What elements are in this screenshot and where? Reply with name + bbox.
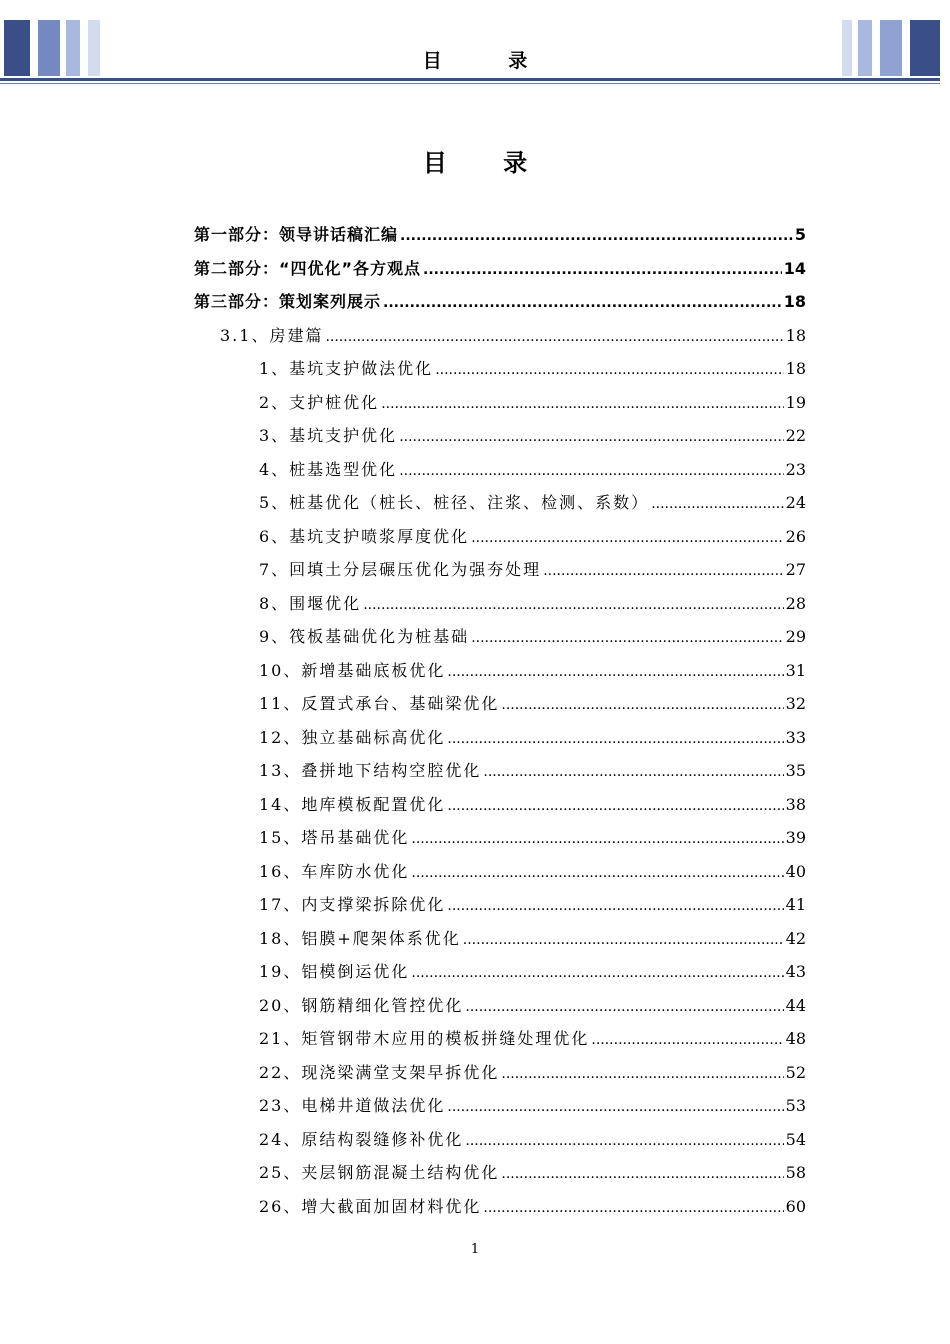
toc-entry-page: 52 — [785, 1062, 806, 1082]
toc-dot-leader — [411, 824, 783, 854]
toc-entry[interactable] — [259, 1091, 806, 1121]
toc-dot-leader — [483, 757, 783, 787]
toc-entry-label: 14、地库模板配置优化 — [259, 794, 446, 814]
toc-entry[interactable] — [259, 991, 806, 1021]
toc-dot-leader — [381, 389, 783, 419]
toc-entry-page: 19 — [785, 392, 806, 412]
toc-entry[interactable] — [259, 1024, 806, 1054]
toc-entry[interactable] — [259, 1192, 806, 1222]
toc-entry[interactable] — [259, 857, 806, 887]
toc-entry-label: 8、围堰优化 — [259, 593, 362, 613]
toc-entry-page: 23 — [785, 459, 806, 479]
toc-entry-page: 18 — [783, 292, 806, 311]
toc-dot-leader — [501, 1059, 783, 1089]
toc-dot-leader — [447, 791, 783, 821]
toc-entry-label: 1、基坑支护做法优化 — [259, 359, 434, 378]
toc-dot-leader — [471, 523, 783, 553]
toc-entry-label: 23、电梯井道做法优化 — [259, 1096, 446, 1115]
toc-dot-leader — [501, 1159, 783, 1189]
toc-entry-page: 5 — [794, 225, 806, 244]
toc-entry-label: 26、增大截面加固材料优化 — [259, 1196, 482, 1216]
toc-dot-leader — [465, 1126, 783, 1156]
toc-entry-page: 14 — [783, 258, 806, 278]
toc-entry-label: 9、筏板基础优化为桩基础 — [259, 627, 470, 646]
toc-entry[interactable] — [259, 589, 806, 619]
toc-entry[interactable] — [259, 354, 806, 384]
toc-entry[interactable] — [259, 890, 806, 920]
toc-entry[interactable] — [259, 555, 806, 585]
toc-dot-leader — [543, 556, 783, 586]
toc-dot-leader — [400, 221, 793, 251]
toc-entry-page: 18 — [785, 325, 806, 345]
toc-dot-leader — [447, 657, 783, 687]
toc-entry-page: 33 — [785, 727, 806, 747]
toc-dot-leader — [447, 1092, 783, 1122]
toc-entry-page: 18 — [785, 359, 806, 378]
toc-entry-label: 2、支护桩优化 — [259, 392, 380, 412]
toc-entry-label: 10、新增基础底板优化 — [259, 660, 446, 680]
toc-dot-leader — [447, 724, 783, 754]
toc-dot-leader — [435, 355, 783, 385]
toc-dot-leader — [325, 322, 783, 352]
toc-entry[interactable] — [259, 421, 806, 451]
toc-dot-leader — [411, 958, 783, 988]
toc-dot-leader — [651, 489, 783, 519]
toc-entry[interactable] — [259, 455, 806, 485]
toc-dot-leader — [591, 1025, 783, 1055]
toc-entry[interactable] — [259, 622, 806, 652]
toc-entry-label: 20、钢筋精细化管控优化 — [259, 995, 464, 1015]
toc-entry-page: 35 — [785, 761, 806, 780]
toc-dot-leader — [463, 925, 784, 955]
header-title: 目 录 — [422, 50, 558, 72]
toc-entry-page: 60 — [785, 1196, 806, 1216]
toc-entry-page: 48 — [785, 1029, 806, 1048]
toc-entry-label: 22、现浇梁满堂支架早拆优化 — [259, 1062, 500, 1082]
toc-entry-label: 25、夹层钢筋混凝土结构优化 — [259, 1163, 500, 1182]
toc-entry[interactable] — [259, 689, 806, 719]
toc-dot-leader — [483, 1193, 783, 1223]
toc-entry-label: 18、铝膜+爬架体系优化 — [259, 928, 461, 948]
toc-entry-page: 22 — [785, 426, 806, 445]
toc-entry-page: 32 — [785, 694, 806, 713]
toc-entry-label: 3、基坑支护优化 — [259, 426, 398, 445]
toc-entry[interactable] — [259, 1125, 806, 1155]
toc-entry-page: 26 — [785, 526, 806, 546]
toc-entry[interactable] — [259, 924, 806, 954]
toc-entry-page: 38 — [785, 794, 806, 814]
toc-entry-page: 43 — [785, 962, 806, 981]
toc-entry-page: 53 — [785, 1096, 806, 1115]
toc-entry[interactable] — [259, 488, 806, 518]
toc-entry[interactable] — [259, 957, 806, 987]
toc-dot-leader — [423, 255, 782, 285]
toc-entry-page: 42 — [785, 928, 806, 948]
toc-entry[interactable] — [259, 723, 806, 753]
toc-entry-page: 24 — [785, 493, 806, 512]
page-number: 1 — [470, 1242, 480, 1257]
toc-entry[interactable] — [259, 656, 806, 686]
toc-entry-label: 16、车库防水优化 — [259, 861, 410, 881]
toc-dot-leader — [471, 623, 783, 653]
toc-entry-page: 29 — [785, 627, 806, 646]
toc-entry[interactable] — [259, 1158, 806, 1188]
toc-dot-leader — [399, 456, 783, 486]
toc-entry[interactable] — [259, 790, 806, 820]
toc-entry-label: 21、矩管钢带木应用的模板拼缝处理优化 — [259, 1029, 590, 1048]
toc-entry[interactable] — [194, 287, 806, 317]
toc-entry-label: 第三部分：策划案列展示 — [194, 292, 382, 311]
toc-entry[interactable] — [259, 1058, 806, 1088]
toc-entry[interactable] — [194, 254, 806, 284]
toc-entry-page: 54 — [785, 1129, 806, 1149]
toc-entry-page: 31 — [785, 660, 806, 680]
toc-dot-leader — [447, 891, 783, 921]
toc-entry-page: 41 — [785, 895, 806, 914]
toc-dot-leader — [399, 422, 783, 452]
toc-entry-label: 5、桩基优化（桩长、桩径、注浆、检测、系数） — [259, 493, 650, 512]
header-rule — [0, 78, 940, 81]
toc-entry-page: 58 — [785, 1163, 806, 1182]
toc-entry[interactable] — [259, 756, 806, 786]
toc-entry-label: 第一部分：领导讲话稿汇编 — [194, 225, 399, 244]
toc-entry[interactable] — [259, 823, 806, 853]
toc-dot-leader — [501, 690, 783, 720]
toc-entry-label: 4、桩基选型优化 — [259, 459, 398, 479]
toc-entry[interactable] — [259, 522, 806, 552]
toc-entry-label: 3.1、房建篇 — [220, 325, 324, 345]
toc-entry[interactable] — [220, 321, 806, 351]
toc-entry-label: 19、铝模倒运优化 — [259, 962, 410, 981]
document-title: 目 录 — [422, 149, 552, 177]
header-rule-thin — [0, 83, 940, 84]
toc-entry[interactable] — [194, 220, 806, 250]
toc-entry-page: 40 — [785, 861, 806, 881]
toc-entry-label: 6、基坑支护喷浆厚度优化 — [259, 526, 470, 546]
toc-dot-leader — [383, 288, 782, 318]
toc-entry-label: 13、叠拼地下结构空腔优化 — [259, 761, 482, 780]
toc-entry-label: 7、回填土分层碾压优化为强夯处理 — [259, 560, 542, 579]
toc-entry-page: 27 — [785, 560, 806, 579]
toc-dot-leader — [411, 858, 783, 888]
toc-entry-label: 17、内支撑梁拆除优化 — [259, 895, 446, 914]
toc-entry-label: 11、反置式承台、基础梁优化 — [259, 694, 500, 713]
toc-dot-leader — [465, 992, 783, 1022]
toc-dot-leader — [363, 590, 783, 620]
toc-entry-page: 39 — [785, 828, 806, 847]
toc-entry-label: 24、原结构裂缝修补优化 — [259, 1129, 464, 1149]
toc-entry-label: 15、塔吊基础优化 — [259, 828, 410, 847]
toc-entry[interactable] — [259, 388, 806, 418]
toc-entry-label: 12、独立基础标高优化 — [259, 727, 446, 747]
toc-entry-page: 44 — [785, 995, 806, 1015]
toc-entry-page: 28 — [785, 593, 806, 613]
toc-entry-label: 第二部分：“四优化”各方观点 — [194, 258, 422, 278]
